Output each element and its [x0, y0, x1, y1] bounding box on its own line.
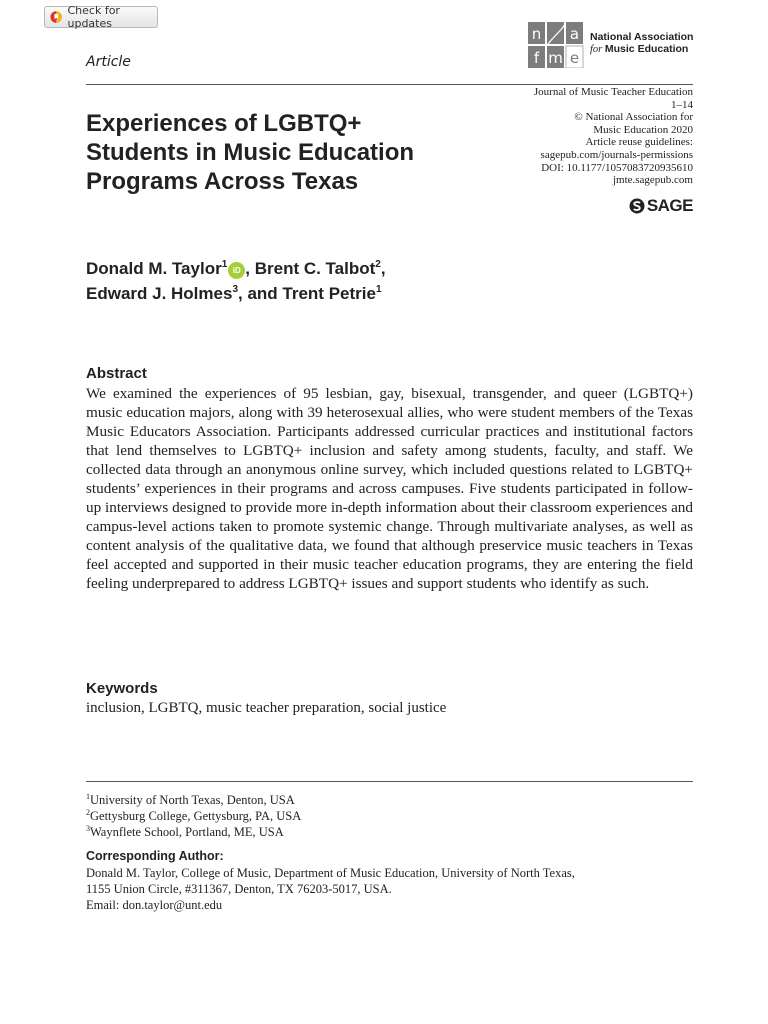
title-line: Programs Across Texas	[86, 168, 359, 195]
affiliation-text: University of North Texas, Denton, USA	[90, 793, 295, 807]
keywords-text: inclusion, LGBTQ, music teacher preparation, social justice	[86, 700, 447, 716]
logo-org-music-education: Music Education	[604, 43, 689, 55]
corresponding-author-heading: Corresponding Author:	[86, 849, 224, 863]
orcid-icon[interactable]: iD	[228, 262, 245, 279]
logo-letter-f: f	[533, 49, 540, 67]
crossmark-icon	[50, 10, 62, 24]
affiliation-sup: 1	[86, 792, 90, 801]
author-line-1	[86, 256, 386, 281]
title-line: Experiences of LGBTQ+	[86, 110, 362, 137]
logo-letter-e: e	[569, 49, 580, 67]
sage-s-icon	[629, 198, 645, 214]
affiliation-sup: 2	[86, 808, 90, 817]
affiliation-text: Gettysburg College, Gettysburg, PA, USA	[90, 809, 302, 823]
journal-info	[534, 86, 693, 187]
check-for-updates-button[interactable]	[44, 6, 158, 28]
logo-org-line1: National Association	[590, 31, 694, 43]
check-for-updates-label: Check for updates	[67, 4, 120, 30]
journal-copyright-line1: © National Association for	[574, 111, 693, 124]
author-affiliation-sup: 1	[375, 284, 382, 295]
author-name[interactable]: Trent Petrie	[282, 284, 376, 303]
corresponding-line: Donald M. Taylor, College of Music, Department of Music Education, University of North Texas,	[86, 866, 575, 880]
affiliation-text: Waynflete School, Portland, ME, USA	[90, 825, 284, 839]
affiliations	[86, 792, 301, 840]
logo-letter-n: n	[531, 25, 542, 43]
journal-reuse-label: Article reuse guidelines:	[585, 136, 693, 149]
journal-website-link[interactable]: jmte.sagepub.com	[612, 174, 693, 187]
nafme-logo	[528, 22, 692, 68]
affiliation-item	[86, 792, 301, 808]
logo-letter-a: a	[569, 25, 580, 43]
author-affiliation-sup: 2	[375, 259, 381, 270]
corresponding-line: 1155 Union Circle, #311367, Denton, TX 76203-5017, USA.	[86, 882, 392, 896]
journal-copyright-line2: Music Education 2020	[593, 123, 693, 136]
footnote-rule	[86, 781, 693, 782]
author-name[interactable]: Edward J. Holmes	[86, 284, 233, 303]
affiliation-sup: 3	[86, 824, 90, 833]
affiliation-item	[86, 824, 301, 840]
journal-pages: 1–14	[671, 98, 693, 111]
journal-doi[interactable]: DOI: 10.1177/1057083720935610	[541, 161, 693, 174]
keywords-heading: Keywords	[86, 680, 158, 697]
journal-name: Journal of Music Teacher Education	[533, 86, 693, 98]
abstract-text: We examined the experiences of 95 lesbian, gay, bisexual, transgender, and queer (LGBTQ+) music education majors, along with 39 heterosexual allies, who were student members of the Texas Music Educators Association. Participants addressed curricular practices and institutional factors that lend themselves to LGBTQ+ inclusion and safety among students, faculty, and staff. We collected data through an anonymous online survey, which included questions related to LGBTQ+ students’ experiences in their programs and across campuses. Five students participated in follow-up interviews designed to provide more in-depth information about their classroom experiences and campus-level actions taken to promote systemic change. Through multivariate analyses, as well as content analysis of the qualitative data, we found that although preservice music teachers in Texas feel accepted and supported in their music teacher education programs, they are entering the field feeling underprepared to address LGBTQ+ issues and support students who identify as such.	[86, 385, 693, 592]
logo-org-line2	[590, 43, 688, 55]
article-title	[86, 109, 486, 196]
article-type-label: Article	[86, 54, 131, 70]
journal-permissions-link[interactable]: sagepub.com/journals-permissions	[540, 148, 693, 161]
logo-org-for: for	[590, 44, 603, 55]
corresponding-author-details	[86, 865, 575, 913]
author-affiliation-sup: 1	[221, 259, 228, 270]
author-line-2	[86, 281, 386, 306]
affiliation-item	[86, 808, 301, 824]
author-separator: , and	[238, 284, 283, 303]
author-name[interactable]: Donald M. Taylor	[86, 259, 222, 278]
abstract-heading: Abstract	[86, 365, 147, 382]
nafme-tiles-icon	[528, 22, 584, 68]
author-separator: ,	[245, 259, 255, 278]
corresponding-email[interactable]: Email: don.taylor@unt.edu	[86, 898, 223, 912]
author-list	[86, 256, 386, 306]
header-rule	[86, 84, 693, 85]
logo-letter-m: m	[548, 49, 563, 67]
author-separator: ,	[380, 259, 386, 278]
title-line: Students in Music Education	[86, 139, 415, 166]
author-name[interactable]: Brent C. Talbot	[254, 259, 376, 278]
author-affiliation-sup: 3	[232, 284, 238, 295]
sage-logo	[629, 196, 693, 216]
sage-wordmark: SAGE	[646, 196, 693, 215]
